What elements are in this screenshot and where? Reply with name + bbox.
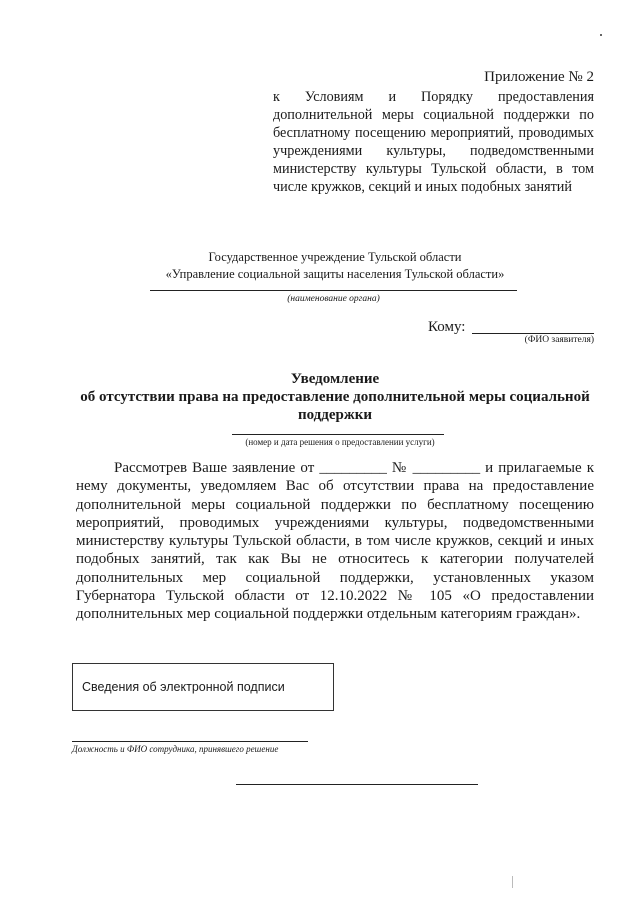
notice-title-line-2: об отсутствии права на предоставление дополнительной меры социальной поддержки [80, 389, 590, 423]
position-caption: Должность и ФИО сотрудника, принявшего решение [72, 744, 279, 754]
scan-mark [600, 34, 602, 36]
electronic-signature-label: Сведения об электронной подписи [82, 680, 285, 694]
scan-mark-bottom [512, 876, 513, 888]
recipient-underline [472, 333, 594, 334]
notice-title-line-1: Уведомление [290, 371, 380, 387]
decision-underline [232, 434, 444, 435]
notice-title [60, 370, 610, 424]
organization-line-1: Государственное учреждение Тульской области [208, 250, 462, 264]
annex-text: к Условиям и Порядку предоставления дополнительной меры социальной поддержки по бесплатному посещению мероприятий, проводимых учреждениями культуры, подведомственными министерству культуры Тульской области, в том числе кружков, секций и иных подобных занятий [273, 89, 594, 195]
recipient-caption: (ФИО заявителя) [524, 335, 594, 345]
recipient-label: Кому: [428, 319, 466, 335]
organization-caption: (наименование органа) [287, 294, 380, 304]
annex-title: Приложение № 2 [484, 69, 594, 85]
organization-name [140, 249, 530, 283]
position-underline [72, 741, 308, 742]
electronic-signature-box [72, 663, 334, 711]
organization-underline [150, 290, 517, 291]
notice-body-text: Рассмотрев Ваше заявление от _________ № _________ и прилагаемые к нему документы, уведомляем Вас об отсутствии права на предоставление дополнительной меры социальной поддержки по бесплатному посещению мероприятий, проводимых учреждениями культуры, подведомственными министерству культуры Тульской области, в том числе кружков, секций и иных подобных занятий, так как Вы не относитесь к категории получателей дополнительных мер социальной поддержки, установленных указом Губернатора Тульской области от 12.10.2022 № 105 «О предоставлении дополнительных мер социальной поддержки отдельным категориям граждан». [76, 460, 594, 623]
organization-line-2: «Управление социальной защиты населения Тульской области» [165, 267, 505, 281]
bottom-signature-line [236, 784, 478, 785]
decision-caption: (номер и дата решения о предоставлении услуги) [245, 437, 435, 447]
